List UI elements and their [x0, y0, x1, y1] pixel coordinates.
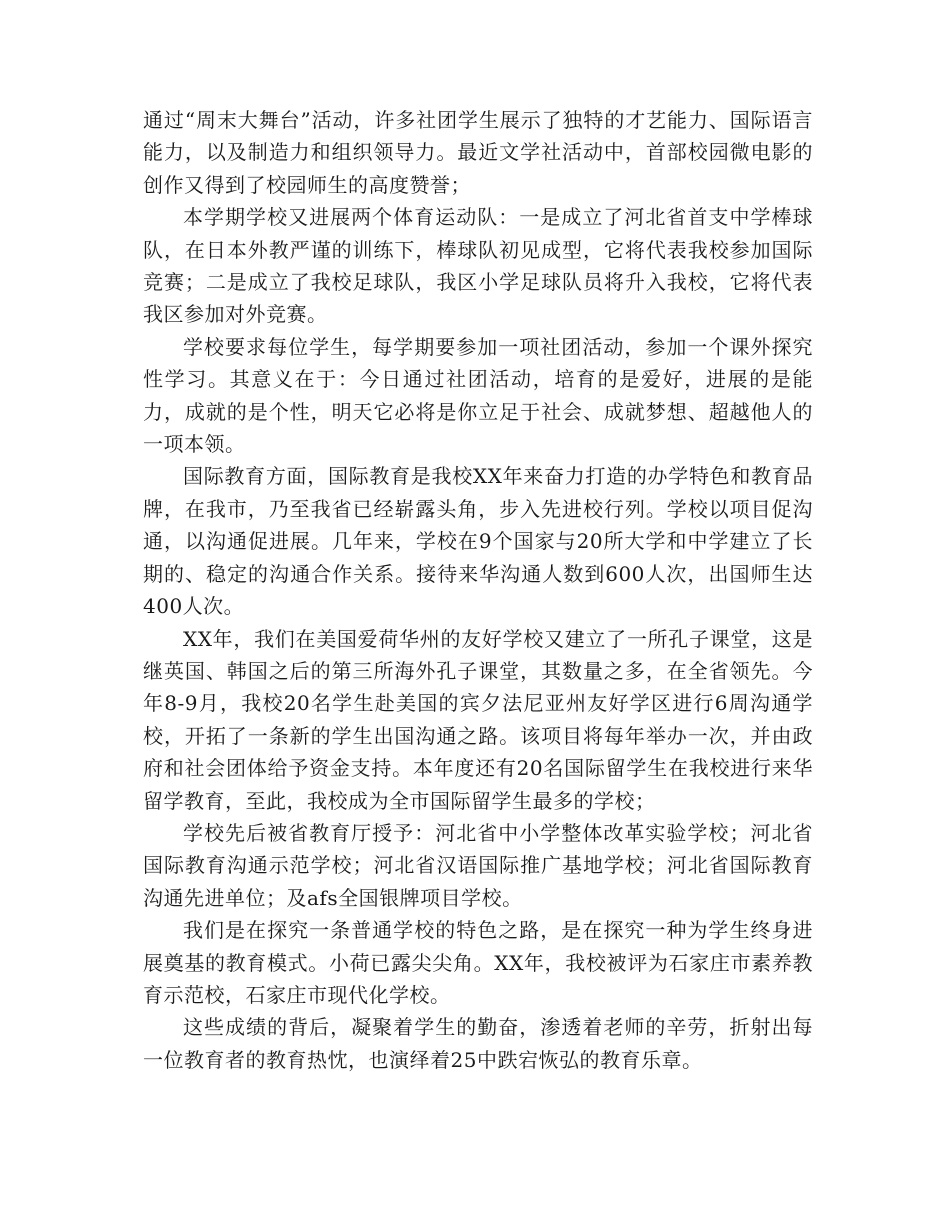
paragraph-5: XX年，我们在美国爱荷华州的友好学校又建立了一所孔子课堂，这是继英国、韩国之后的第三所海外孔子课堂，其数量之多，在全省领先。今年8-9月，我校20名学生赴美国的宾夕法尼亚州友好学区进行6周沟通学校，开拓了一条新的学生出国沟通之路。该项目将每年举办一次，并由政府和社会团体给予资金支持。本年度还有20名国际留学生在我校进行来华留学教育，至此，我校成为全市国际留学生最多的学校；: [143, 626, 813, 813]
paragraph-2: 本学期学校又进展两个体育运动队：一是成立了河北省首支中学棒球队，在日本外教严谨的训练下，棒球队初见成型，它将代表我校参加国际竞赛；二是成立了我校足球队，我区小学足球队员将升入我校，它将代表我区参加对外竞赛。: [143, 205, 813, 327]
paragraph-7: 我们是在探究一条普通学校的特色之路，是在探究一种为学生终身进展奠基的教育模式。小荷已露尖尖角。XX年，我校被评为石家庄市素养教育示范校，石家庄市现代化学校。: [143, 918, 813, 1007]
paragraph-3: 学校要求每位学生，每学期要参加一项社团活动，参加一个课外探究性学习。其意义在于：今日通过社团活动，培育的是爱好，进展的是能力，成就的是个性，明天它必将是你立足于社会、成就梦想、超越他人的一项本领。: [143, 334, 813, 457]
paragraph-8: 这些成绩的背后，凝聚着学生的勤奋，渗透着老师的辛劳，折射出每一位教育者的教育热忱，也演绎着25中跌宕恢弘的教育乐章。: [143, 1015, 813, 1072]
paragraph-6: 学校先后被省教育厅授予：河北省中小学整体改革实验学校；河北省国际教育沟通示范学校；河北省汉语国际推广基地学校；河北省国际教育沟通先进单位；及afs全国银牌项目学校。: [143, 820, 813, 910]
document-body: [143, 104, 813, 1076]
paragraph-4: 国际教育方面，国际教育是我校XX年来奋力打造的办学特色和教育品牌，在我市，乃至我省已经崭露头角，步入先进校行列。学校以项目促沟通，以沟通促进展。几年来，学校在9个国家与20所大学和中学建立了长期的、稳定的沟通合作关系。接待来华沟通人数到600人次，出国师生达400人次。: [143, 464, 813, 619]
paragraph-1: 通过“周末大舞台”活动，许多社团学生展示了独特的才艺能力、国际语言能力，以及制造力和组织领导力。最近文学社活动中，首部校园微电影的创作又得到了校园师生的高度赞誉；: [143, 108, 813, 197]
